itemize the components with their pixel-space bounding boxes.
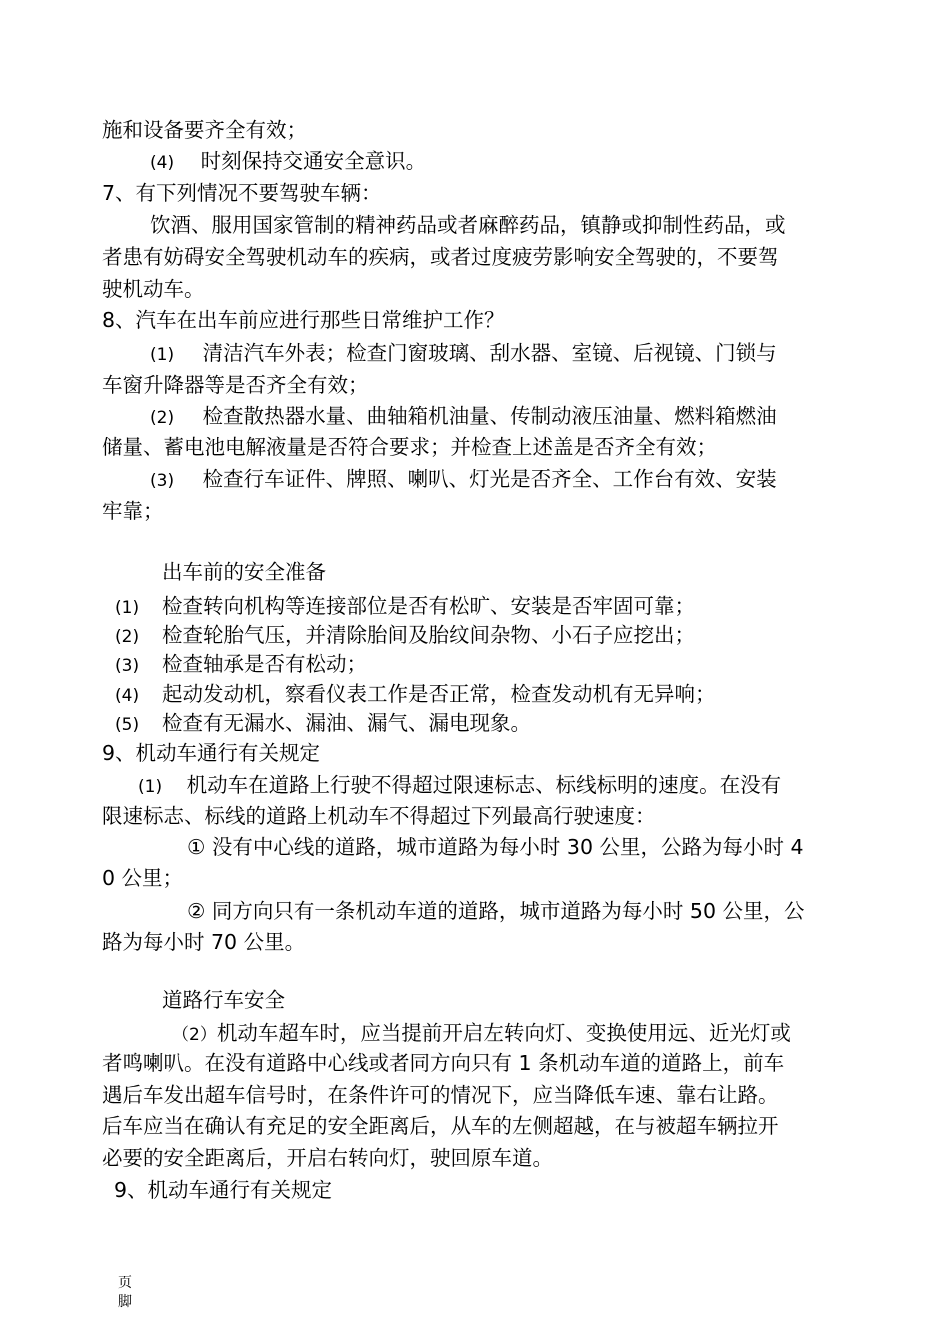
- footer-char-2: 脚: [118, 1294, 132, 1310]
- marker-1: (1): [138, 777, 163, 797]
- line-32: 必要的安全距离后，开启右转向灯，驶回原车道。: [102, 1146, 553, 1170]
- line-04: 饮酒、服用国家管制的精神药品或者麻醉药品，镇静或抑制性药品，或: [150, 213, 786, 237]
- prep-item-2: [115, 620, 695, 652]
- marker: (2): [115, 627, 140, 647]
- subheading-road: 道路行车安全: [162, 988, 285, 1012]
- line-09: 车窗升降器等是否齐全有效；: [102, 373, 369, 397]
- item-text: 时刻保持交通安全意识。: [200, 149, 427, 173]
- item-3-row: [150, 464, 777, 496]
- marker: (1): [115, 598, 140, 618]
- heading-8: 8、汽车在出车前应进行那些日常维护工作？: [102, 308, 505, 332]
- marker-1: (1): [150, 345, 175, 365]
- line-24: 0 公里；: [102, 866, 184, 890]
- rule-2-row: [172, 1018, 791, 1050]
- item-text: 清洁汽车外表；检查门窗玻璃、刮水器、室镜、后视镜、门锁与: [202, 341, 777, 365]
- line-01: 施和设备要齐全有效；: [102, 118, 307, 142]
- item-text: 机动车超车时，应当提前开启左转向灯、变换使用远、近光灯或: [216, 1021, 791, 1045]
- marker: (3): [115, 656, 140, 676]
- item-text: 机动车在道路上行驶不得超过限速标志、标线标明的速度。在没有: [186, 773, 782, 797]
- prep-item-5: [115, 708, 531, 740]
- item-2-row: [150, 401, 777, 433]
- heading-9: 9、机动车通行有关规定: [102, 741, 321, 765]
- speed-rule-2: ② 同方向只有一条机动车道的道路，城市道路为每小时 50 公里，公: [187, 899, 805, 923]
- item-1-row: [150, 338, 777, 370]
- marker: (5): [115, 715, 140, 735]
- marker-4: (4): [150, 153, 175, 173]
- line-26: 路为每小时 70 公里。: [102, 930, 306, 954]
- line-29: 者鸣喇叭。在没有道路中心线或者同方向只有 1 条机动车道的道路上，前车: [102, 1051, 785, 1075]
- heading-7: 7、有下列情况不要驾驶车辆：: [102, 181, 382, 205]
- item-4-row: [150, 146, 426, 178]
- line-13: 牢靠；: [102, 499, 164, 523]
- item-text: 检查行车证件、牌照、喇叭、灯光是否齐全、工作台有效、安装: [202, 467, 777, 491]
- item-text: 检查有无漏水、漏油、漏气、漏电现象。: [162, 711, 531, 735]
- line-06: 驶机动车。: [102, 277, 205, 301]
- item-text: 检查转向机构等连接部位是否有松旷、安装是否牢固可靠；: [162, 594, 695, 618]
- item-text: 检查散热器水量、曲轴箱机油量、传制动液压油量、燃料箱燃油: [202, 404, 777, 428]
- speed-rule-1: ① 没有中心线的道路，城市道路为每小时 30 公里，公路为每小时 4: [187, 835, 804, 859]
- line-11: 储量、蓄电池电解液量是否符合要求；并检查上述盖是否齐全有效；: [102, 435, 717, 459]
- rule-1-row: [138, 770, 781, 802]
- line-05: 者患有妨碍安全驾驶机动车的疾病，或者过度疲劳影响安全驾驶的，不要驾: [102, 245, 779, 269]
- line-31: 后车应当在确认有充足的安全距离后，从车的左侧超越，在与被超车辆拉开: [102, 1114, 779, 1138]
- marker-2: （2）: [172, 1025, 217, 1045]
- line-30: 遇后车发出超车信号时，在条件许可的情况下，应当降低车速、靠右让路。: [102, 1083, 779, 1107]
- prep-item-4: [115, 679, 716, 711]
- marker-3: (3): [150, 471, 175, 491]
- heading-9-repeat: 9、机动车通行有关规定: [114, 1178, 333, 1202]
- subheading-prep: 出车前的安全准备: [162, 560, 326, 584]
- item-text: 检查轮胎气压，并清除胎间及胎纹间杂物、小石子应挖出；: [162, 623, 695, 647]
- prep-item-1: [115, 591, 695, 623]
- prep-item-3: [115, 649, 367, 681]
- marker-2: (2): [150, 408, 175, 428]
- item-text: 起动发动机，察看仪表工作是否正常，检查发动机有无异响；: [162, 682, 716, 706]
- footer-char-1: 页: [118, 1275, 132, 1291]
- item-text: 检查轴承是否有松动；: [162, 652, 367, 676]
- marker: (4): [115, 686, 140, 706]
- line-22: 限速标志、标线的道路上机动车不得超过下列最高行驶速度：: [102, 804, 656, 828]
